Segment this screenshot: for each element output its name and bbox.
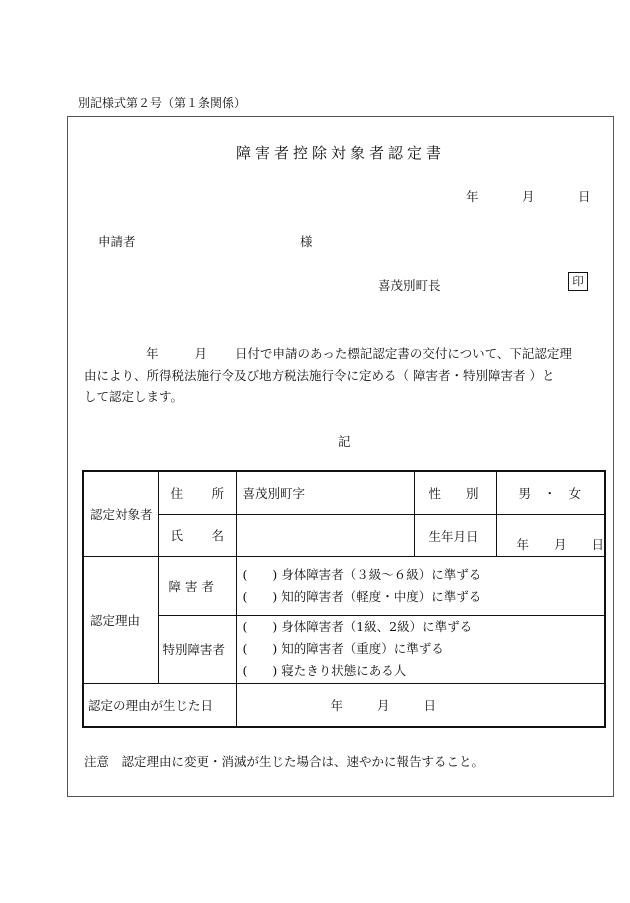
date-day: 日 <box>578 189 591 204</box>
address-value: 喜茂別町字 <box>236 471 414 514</box>
reason-date-label: 認定の理由が生じた日 <box>83 683 236 727</box>
subject-label: 認定対象者 <box>83 471 158 556</box>
birth-value: 年 月 日 <box>496 514 605 556</box>
birth-label: 生年月日 <box>414 514 496 556</box>
date-month: 月 <box>522 189 535 204</box>
option-intellectual-severe: ( ) 知的障害者（重度）に準ずる <box>242 641 444 656</box>
lead-month: 月 <box>194 346 208 361</box>
special-options <box>236 615 605 683</box>
name-label: 氏 名 <box>158 514 236 556</box>
document-title: 障害者控除対象者認定書 <box>235 144 445 162</box>
body-line-2: 由により、所得税法施行令及び地方税法施行令に定める（ 障害者・特別障害者 ）と <box>84 367 555 383</box>
reason-date-month: 月 <box>377 697 390 713</box>
applicant-label: 申請者 <box>98 234 136 249</box>
body-line-1: 日付で申請のあった標記認定書の交付について、下記認定理 <box>235 346 572 361</box>
special-label: 特別障害者 <box>158 615 236 683</box>
ki-heading: 記 <box>338 434 351 449</box>
certification-text <box>84 343 572 408</box>
disabled-label: 障 害 者 <box>158 556 236 615</box>
reason-date-value <box>236 683 605 727</box>
option-physical-1-2: ( ) 身体障害者（1級、2級）に準ずる <box>242 619 473 634</box>
body-line-3: して認定します。 <box>84 389 184 404</box>
reason-date-year: 年 <box>330 697 344 713</box>
certification-table <box>82 470 606 728</box>
disabled-options <box>236 556 605 615</box>
form-label: 別記様式第２号（第１条関係） <box>78 96 247 110</box>
option-intellectual-mild: ( ) 知的障害者（軽度・中度）に準ずる <box>242 588 482 604</box>
applicant-suffix: 様 <box>300 234 313 249</box>
seal-stamp: 印 <box>568 272 588 291</box>
option-physical-3-6: ( ) 身体障害者（３級～６級）に準ずる <box>242 566 482 582</box>
sex-value: 男 ・ 女 <box>496 471 605 514</box>
address-label: 住 所 <box>158 471 236 514</box>
lead-year: 年 <box>146 346 159 361</box>
reason-label: 認定理由 <box>83 556 158 683</box>
note-text: 注意 認定理由に変更・消滅が生じた場合は、速やかに報告すること。 <box>84 754 485 769</box>
option-bedridden: ( ) 寝たきり状態にある人 <box>242 663 407 678</box>
date-year: 年 <box>466 189 479 204</box>
reason-date-day: 日 <box>423 697 437 713</box>
name-value <box>236 514 414 556</box>
sex-label: 性 別 <box>414 471 496 514</box>
issuer-name: 喜茂別町長 <box>378 278 441 293</box>
